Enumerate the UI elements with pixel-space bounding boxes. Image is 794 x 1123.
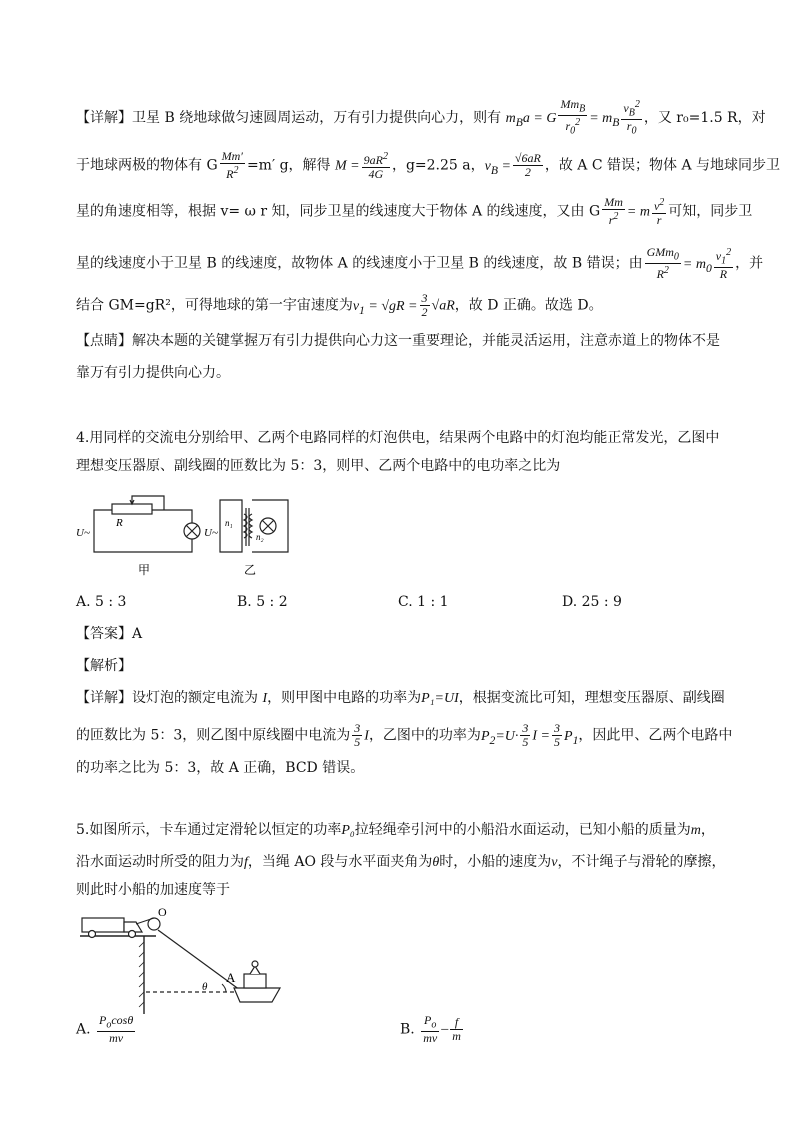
- detail-tag: 【详解】: [76, 109, 132, 126]
- frac-mm-r2: $\frac{Mm'}{R^2}$: [221, 149, 243, 181]
- text-span: 理想变压器原、副线圈的匝数比为 5：3，则甲、乙两个电路中的电功率之比为: [76, 458, 561, 474]
- label-theta: θ: [202, 981, 208, 993]
- formula-p2b: I =: [532, 728, 550, 744]
- text-span: ，则甲图中电路的功率为: [267, 690, 422, 706]
- formula-m: M =: [335, 158, 360, 174]
- text-span: =m′ g，解得: [246, 157, 331, 174]
- detail-line-1: [76, 98, 766, 138]
- caption-yi: 乙: [244, 563, 257, 577]
- frac-p0-mv: $\frac{P_o}{mv}$: [423, 1013, 438, 1046]
- text-span: 解决本题的关键掌握万有引力提供向心力这一重要理论，并能灵活运用，注意赤道上的物体不是: [132, 333, 720, 349]
- text-span: 则此时小船的加速度等于: [76, 882, 230, 898]
- frac-9ar2: $\frac{9aR^2}{4G}$: [363, 151, 388, 181]
- option-label: A.: [76, 1021, 91, 1038]
- q4-stem-1: [76, 428, 719, 448]
- detail-line-4: [76, 246, 763, 281]
- frac-vb-r0: $\frac{v_B^2}{r_0}$: [623, 99, 640, 137]
- text-span: ，g=2.25 a，: [391, 157, 485, 174]
- text-span: ，乙图中的功率为: [368, 727, 481, 744]
- analysis-tag: 【解析】: [76, 658, 132, 674]
- text-span: 时，小船的速度为: [439, 854, 552, 870]
- symbol-i2: I: [364, 728, 369, 744]
- minus: –: [441, 1021, 449, 1037]
- r-label: R: [116, 517, 123, 529]
- formula-p2: $P_2=U\cdot$: [480, 728, 519, 747]
- formula-mba: $m_Ba = G$: [505, 110, 557, 129]
- formula-p1: P₁=UI: [421, 691, 459, 706]
- symbol-m: m: [690, 823, 701, 838]
- text-span: 星的角速度相等，根据 v= ω r 知，同步卫星的线速度大于物体 A 的线速度，又由 G: [76, 203, 601, 220]
- text-span: ，: [700, 822, 715, 838]
- symbol-i: I: [262, 691, 268, 706]
- text-span: 星的线速度小于卫星 B 的线速度，故物体 A 的线速度小于卫星 B 的线速度，故 B 错误；由: [76, 255, 643, 272]
- cliff: [80, 936, 156, 1014]
- label-o: O: [158, 906, 167, 919]
- symbol-p0: P₀: [341, 823, 355, 838]
- symbol-f: f: [244, 855, 248, 870]
- q5-option-a[interactable]: [76, 1014, 137, 1045]
- text-span: 结合 GM=gR²，可得地球的第一宇宙速度为: [76, 297, 353, 314]
- text-span: ，不计绳子与滑轮的摩擦，: [557, 854, 726, 870]
- text-span: 拉轻绳牵引河中的小船沿水面运动，已知小船的质量为: [354, 822, 691, 838]
- frac-f-m: $\frac{f}{m}$: [452, 1015, 461, 1044]
- q4-detail-2: [76, 722, 732, 750]
- text-span: 可知，同步卫: [668, 203, 753, 220]
- frac-v1-r: $\frac{v_1^2}{R}$: [715, 247, 732, 282]
- formula-sqrtar: √aR: [431, 298, 455, 314]
- frac-mm-r2b: $\frac{Mm}{r^2}$: [604, 195, 623, 227]
- detail-line-3: [76, 196, 752, 227]
- text-span: 沿水面运动时所受的阻力为: [76, 854, 244, 870]
- text-span: ，并: [735, 255, 764, 272]
- frac-3-5: $\frac{3}{5}$: [354, 721, 361, 749]
- text-span: 的匝数比为 5：3，则乙图中原线圈中电流为: [76, 727, 351, 744]
- formula-p1b: $P_1$: [564, 728, 579, 747]
- q4-option-b[interactable]: B. 5 : 2: [237, 594, 288, 610]
- detail-line-2: [76, 150, 780, 181]
- answer-line: 【答案】A: [76, 626, 143, 642]
- text-span: ，当绳 AO 段与水平面夹角为: [247, 854, 433, 870]
- frac-gmm0: $\frac{GMm_0}{R^2}$: [646, 245, 679, 282]
- frac-p0cos-mv: $\frac{P_o\cos\theta}{mv}$: [99, 1013, 134, 1046]
- text-span: ，故 D 正确。故选 D。: [454, 297, 603, 314]
- dianjing-line-1: [76, 331, 720, 351]
- symbol-v: v: [551, 855, 558, 870]
- formula-v1: $v_1 = √gR$ =: [352, 298, 418, 317]
- text-span: 靠万有引力提供向心力。: [76, 365, 230, 381]
- q5-stem-2: [76, 852, 726, 873]
- q5-option-b[interactable]: [400, 1014, 465, 1045]
- detail-line-5: [76, 292, 603, 320]
- q4-stem-2: [76, 456, 560, 476]
- dianjing-tag: 【点睛】: [76, 333, 132, 349]
- u-label-yi: U~: [204, 527, 218, 539]
- circuit-jia: [94, 496, 200, 552]
- n2-label: n₂: [256, 532, 264, 542]
- text-span: 5.如图所示，卡车通过定滑轮以恒定的功率: [76, 822, 342, 838]
- q5-stem-1: [76, 820, 715, 841]
- frac-3-5b: $\frac{3}{5}$: [522, 721, 529, 749]
- text-span: 的功率之比为 5：3，故 A 正确，BCD 错误。: [76, 760, 365, 776]
- q4-option-d[interactable]: D. 25 : 9: [562, 594, 622, 610]
- circuit-figure: [72, 490, 302, 585]
- text-span: 【详解】设灯泡的额定电流为: [76, 690, 258, 706]
- text-span: 卫星 B 绕地球做匀速圆周运动，万有引力提供向心力，则有: [132, 109, 502, 126]
- label-a: A: [226, 970, 236, 985]
- boat: [234, 961, 280, 1002]
- frac-3-2: $\frac{3}{2}$: [421, 291, 428, 319]
- text-span: ，因此甲、乙两个电路中: [578, 727, 733, 744]
- text-span: ，故 A C 错误；物体 A 与地球同步卫: [544, 157, 781, 174]
- q4-detail-1: [76, 688, 725, 709]
- frac-v2-r: $\frac{v^2}{r}$: [653, 197, 665, 227]
- q4-detail-3: [76, 758, 364, 778]
- frac-sqrt6ar: $\frac{√6aR}{2}$: [514, 151, 541, 179]
- q4-option-a[interactable]: A. 5 : 3: [76, 594, 127, 610]
- formula-eqm0: = $m_0$: [682, 256, 712, 275]
- frac-3-5c: $\frac{3}{5}$: [554, 721, 560, 749]
- dianjing-line-2: [76, 363, 230, 383]
- caption-jia: 甲: [138, 563, 151, 577]
- formula-eqm: = m: [626, 204, 650, 220]
- symbol-theta: θ: [432, 855, 440, 870]
- text-span: 4.用同样的交流电分别给甲、乙两个电路同样的灯泡供电，结果两个电路中的灯泡均能正常发光，乙图中: [76, 430, 720, 446]
- formula-vb: $v_B$ =: [484, 158, 511, 177]
- q4-option-c[interactable]: C. 1 : 1: [398, 594, 449, 610]
- frac-mmb-r0: $\frac{Mm_B}{r_0^2}$: [560, 97, 586, 137]
- truck: [82, 918, 142, 938]
- text-span: ，根据变流比可知，理想变压器原、副线圈: [458, 690, 725, 706]
- q5-stem-3: [76, 880, 230, 900]
- u-label-jia: U~: [76, 527, 90, 539]
- text-span: ，又 r₀=1.5 R，对: [643, 109, 766, 126]
- formula-eq: = $m_B$: [589, 110, 620, 129]
- text-span: 于地球两极的物体有 G: [76, 157, 218, 174]
- option-label: B.: [400, 1021, 415, 1038]
- n1-label: n₁: [225, 518, 233, 528]
- truck-boat-figure: [74, 906, 294, 1016]
